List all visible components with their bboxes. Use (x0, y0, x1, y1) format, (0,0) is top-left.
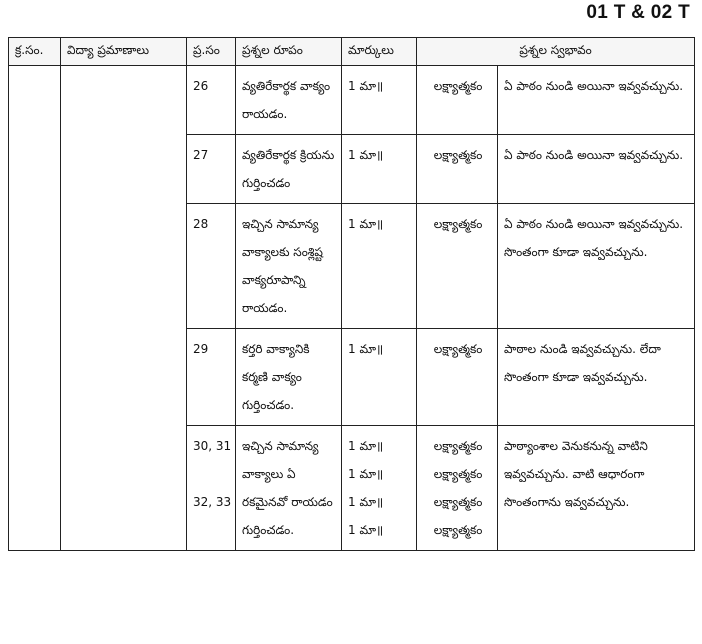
question-form-cell-line: కర్తరి వాక్యానికి (242, 342, 310, 356)
marks-cell-line: 1 మా॥ (348, 495, 384, 509)
paper-code: 01 T & 02 T (586, 2, 690, 23)
question-form-cell-line: రాయడం. (242, 301, 288, 315)
question-form-cell (236, 135, 342, 204)
question-number-cell (187, 135, 236, 204)
question-number-cell-line: 28 (193, 217, 209, 231)
question-type-cell (417, 66, 498, 135)
question-number-cell-line: 32, 33 (193, 495, 231, 509)
question-form-cell-line: రకమైనవో రాయడం (242, 495, 333, 509)
marks-cell-line: 1 మా॥ (348, 467, 384, 481)
question-nature-cell-line: సొంతంగా కూడా ఇవ్వవచ్చును. (504, 370, 648, 384)
marks-cell (342, 66, 417, 135)
question-form-cell (236, 329, 342, 426)
question-number-cell-line: 26 (193, 79, 209, 93)
question-form-cell (236, 66, 342, 135)
question-type-cell-line: లక్ష్యాత్మకం (433, 79, 483, 93)
question-form-cell (236, 204, 342, 329)
question-nature-cell-line: ఏ పాఠం నుండి అయినా ఇవ్వవచ్చును. (504, 79, 684, 93)
question-nature-cell (498, 329, 695, 426)
column-header-question-number: ప్ర.సం (187, 38, 236, 66)
marks-cell-line: 1 మా॥ (348, 217, 384, 231)
table-row (9, 66, 695, 135)
column-header-question-nature: ప్రశ్నల స్వభావం (417, 38, 695, 66)
marks-cell-line: 1 మా॥ (348, 148, 384, 162)
marks-cell (342, 426, 417, 551)
marks-cell-line: 1 మా॥ (348, 439, 384, 453)
question-nature-cell (498, 426, 695, 551)
question-form-cell-line: గుర్తించడం. (242, 398, 295, 412)
question-form-cell (236, 426, 342, 551)
column-header-serial: క్ర.సం. (9, 38, 61, 66)
question-number-cell (187, 426, 236, 551)
question-type-cell-line: లక్ష్యాత్మకం (433, 342, 483, 356)
marks-cell-line: 1 మా॥ (348, 342, 384, 356)
standards-cell (61, 66, 187, 551)
question-number-cell (187, 329, 236, 426)
column-header-standards: విద్యా ప్రమాణాలు (61, 38, 187, 66)
question-form-cell-line: ఇచ్చిన సామాన్య (242, 217, 319, 231)
question-type-cell-line: లక్ష్యాత్మకం (433, 467, 483, 481)
question-number-cell-line: 27 (193, 148, 209, 162)
question-nature-cell-line: ఇవ్వవచ్చును. వాటి ఆధారంగా (504, 467, 645, 481)
question-number-cell-line: 29 (193, 342, 209, 356)
question-form-cell-line: వ్యతిరేకార్థక క్రియను (242, 148, 335, 162)
question-form-cell-line: వ్యతిరేకార్థక వాక్యం (242, 79, 331, 93)
question-nature-cell-line: సొంతంగా కూడా ఇవ్వవచ్చును. (504, 245, 648, 259)
question-nature-cell-line: పాఠాల నుండి ఇవ్వవచ్చును. లేదా (504, 342, 661, 356)
question-number-cell (187, 66, 236, 135)
question-nature-cell (498, 66, 695, 135)
question-nature-cell-line: సొంతంగాను ఇవ్వవచ్చును. (504, 495, 630, 509)
question-form-cell-line: గుర్తించడం. (242, 523, 295, 537)
question-number-cell-line (193, 460, 231, 488)
question-type-cell-line: లక్ష్యాత్మకం (433, 523, 483, 537)
question-type-cell-line: లక్ష్యాత్మకం (433, 217, 483, 231)
marks-cell-line: 1 మా॥ (348, 523, 384, 537)
question-type-cell (417, 135, 498, 204)
question-form-cell-line: కర్మణి వాక్యం (242, 370, 302, 384)
question-form-cell-line: వాక్యాలు ఏ (242, 467, 296, 481)
marks-cell (342, 329, 417, 426)
question-number-cell (187, 204, 236, 329)
question-type-cell-line: లక్ష్యాత్మకం (433, 495, 483, 509)
question-type-cell-line: లక్ష్యాత్మకం (433, 439, 483, 453)
question-form-cell-line: రాయడం. (242, 107, 288, 121)
question-form-cell-line: గుర్తించడం (242, 176, 291, 190)
question-type-cell (417, 329, 498, 426)
table-header-row (9, 38, 695, 66)
marks-cell-line: 1 మా॥ (348, 79, 384, 93)
question-nature-cell (498, 135, 695, 204)
blueprint-table (8, 37, 695, 551)
marks-cell (342, 135, 417, 204)
serial-cell (9, 66, 61, 551)
question-form-cell-line: వాక్యరూపాన్ని (242, 273, 306, 287)
marks-cell (342, 204, 417, 329)
column-header-question-form: ప్రశ్నల రూపం (236, 38, 342, 66)
question-number-cell-line: 30, 31 (193, 439, 231, 453)
question-nature-cell-line: ఏ పాఠం నుండి అయినా ఇవ్వవచ్చును. (504, 148, 684, 162)
column-header-marks: మార్కులు (342, 38, 417, 66)
question-nature-cell-line: పాఠ్యాంశాల వెనుకనున్న వాటిని (504, 439, 648, 453)
question-type-cell (417, 204, 498, 329)
question-type-cell (417, 426, 498, 551)
question-form-cell-line: ఇచ్చిన సామాన్య (242, 439, 319, 453)
question-form-cell-line: వాక్యాలకు సంశ్లిష్ట (242, 245, 323, 259)
question-type-cell-line: లక్ష్యాత్మకం (433, 148, 483, 162)
question-nature-cell (498, 204, 695, 329)
question-nature-cell-line: ఏ పాఠం నుండి అయినా ఇవ్వవచ్చును. (504, 217, 684, 231)
